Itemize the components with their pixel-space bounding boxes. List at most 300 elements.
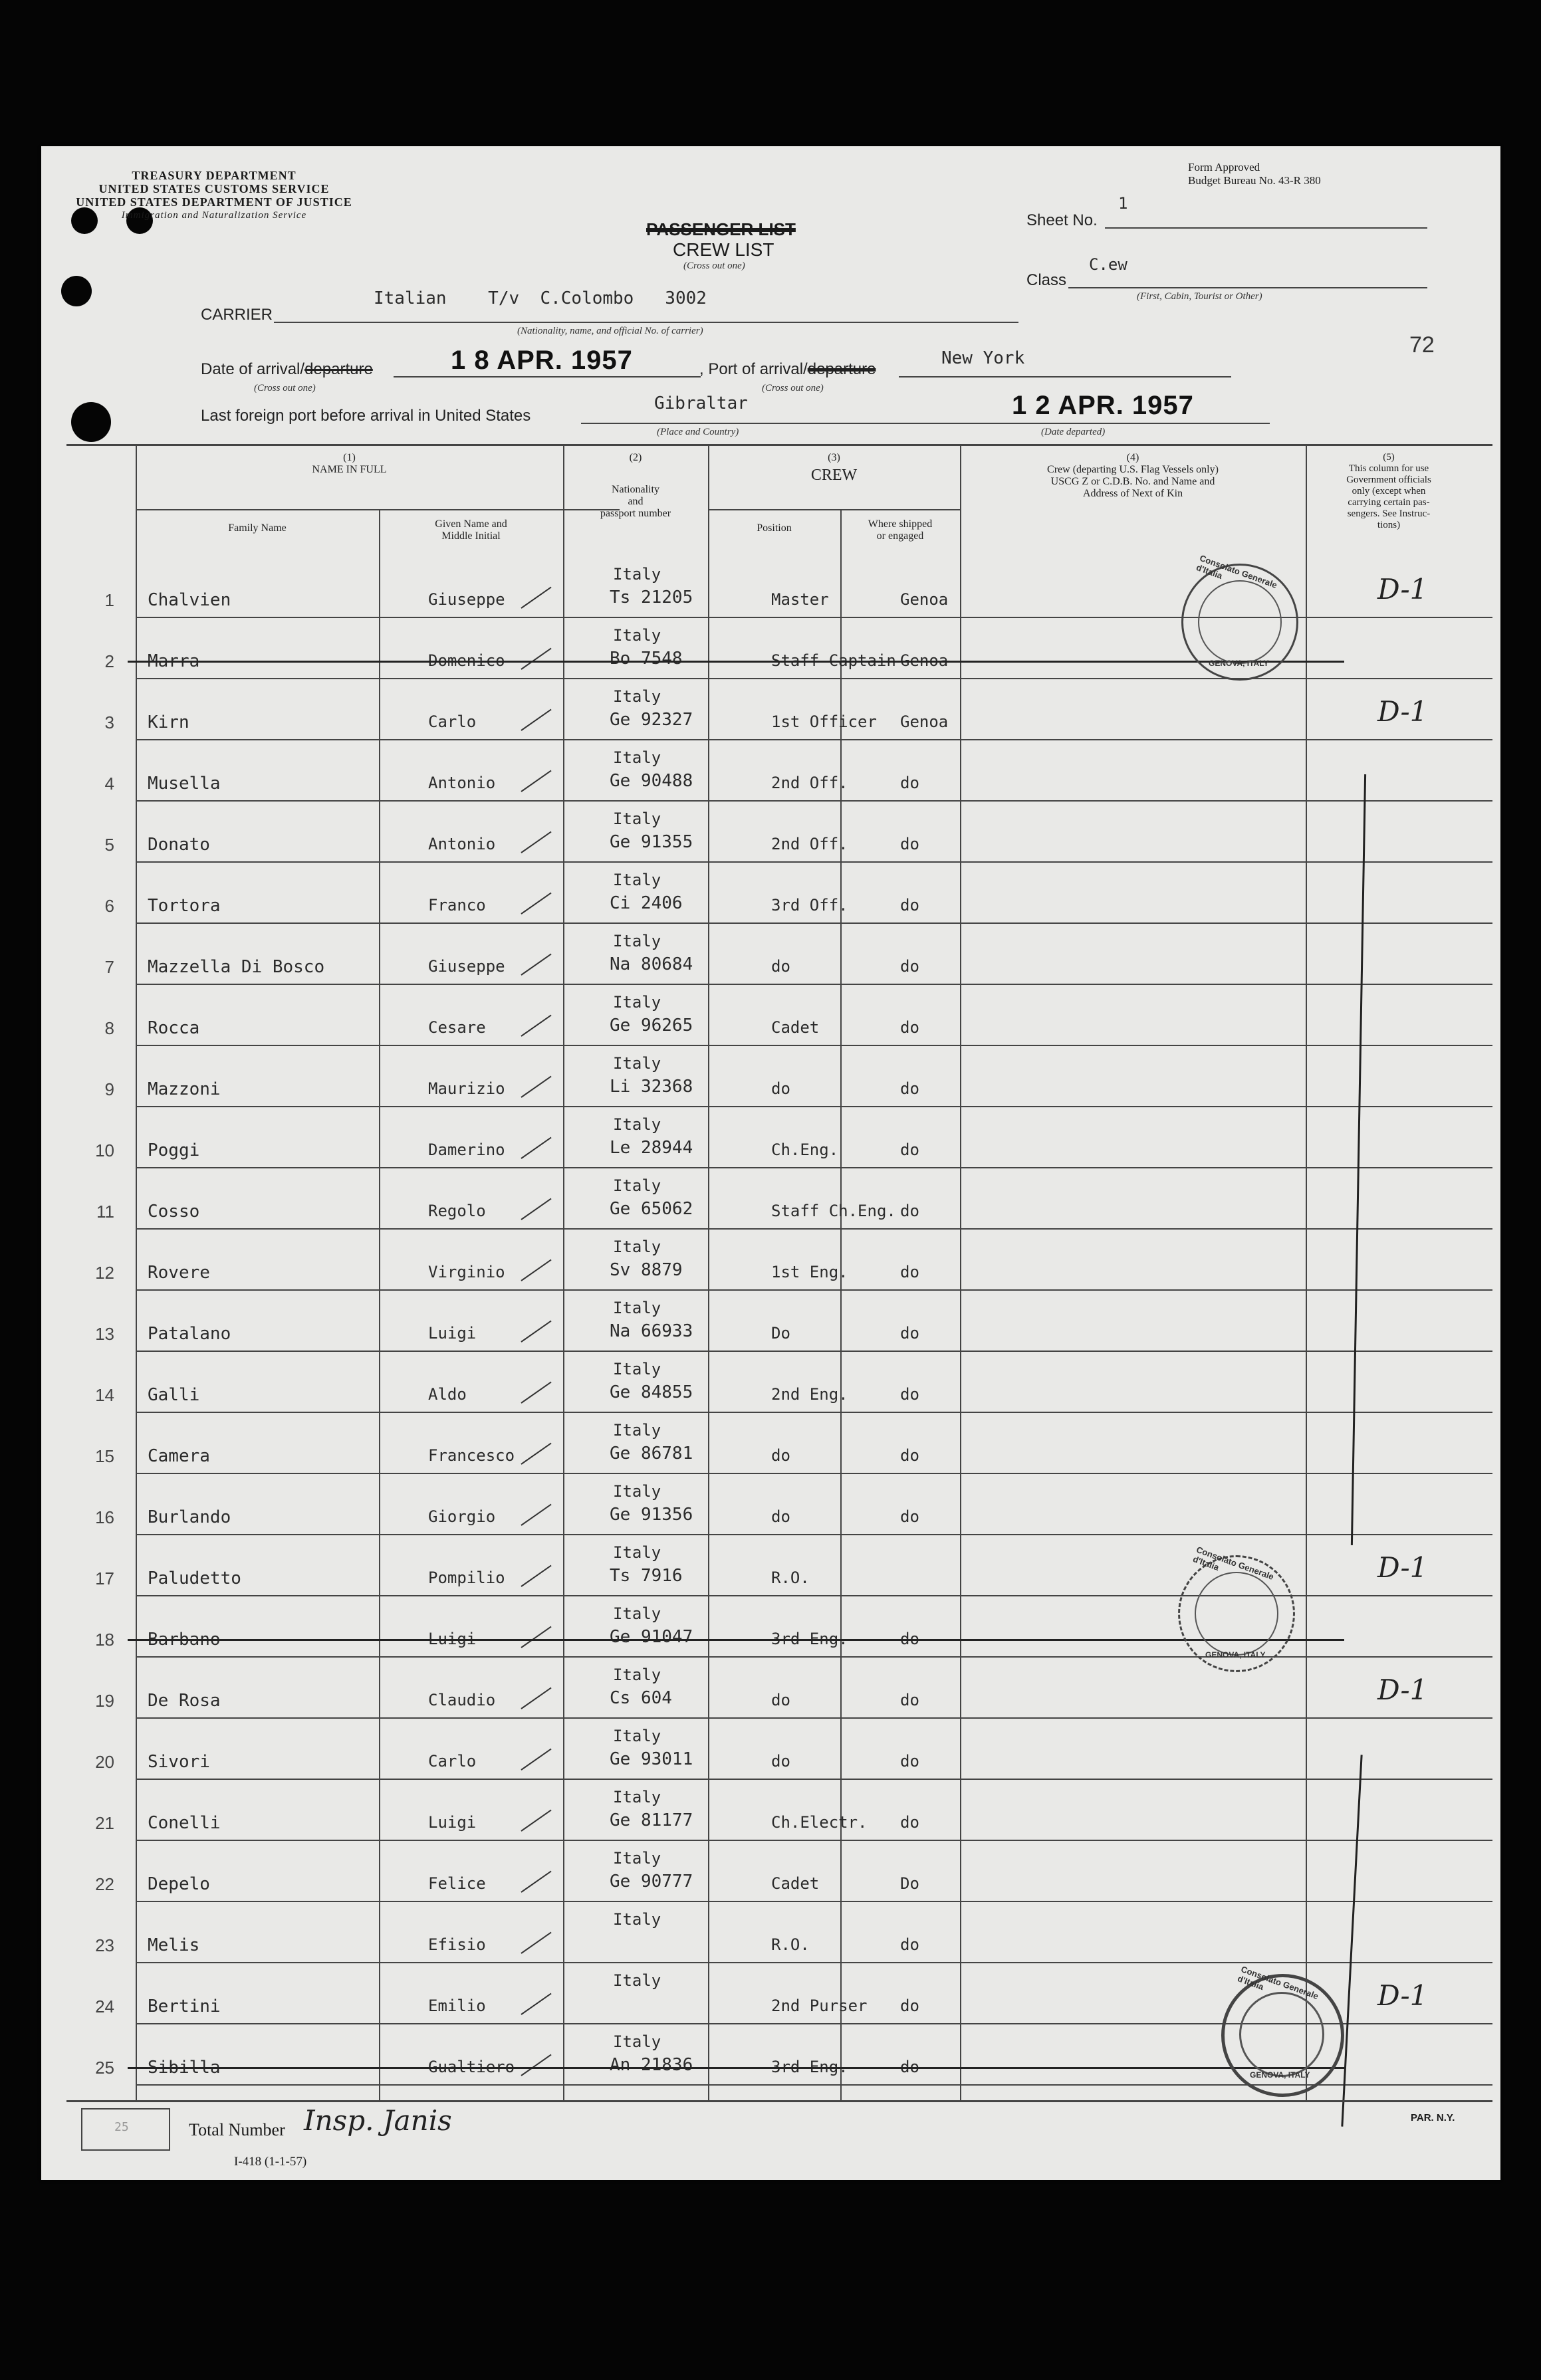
- family-name-cell: Patalano: [148, 1324, 231, 1344]
- row-number: 4: [104, 774, 114, 794]
- check-mark: [521, 770, 551, 792]
- shipped-header-line: or engaged: [876, 530, 924, 542]
- col2-title-line: and: [628, 496, 644, 507]
- nationality-cell: Italy: [613, 871, 661, 889]
- nationality-cell: Italy: [613, 565, 661, 584]
- seal-ring-text: Consolato Generale d'Italia: [1191, 1544, 1276, 1582]
- nationality-cell: Italy: [613, 2032, 661, 2051]
- given-name-cell: Virginio: [428, 1263, 505, 1281]
- row-divider: [136, 1901, 1492, 1902]
- page-number: 72: [1409, 332, 1435, 358]
- given-name-cell: Emilio: [428, 1997, 486, 2015]
- row-divider: [136, 861, 1492, 863]
- given-name-cell: Luigi: [428, 1813, 477, 1832]
- seal-ring-text: Consolato Generale d'Italia: [1236, 1964, 1320, 2002]
- given-name-cell: Pompilio: [428, 1569, 505, 1587]
- row-number: 6: [104, 896, 114, 916]
- check-mark: [521, 954, 551, 976]
- class-value: C.ew: [1089, 255, 1127, 274]
- passport-cell: Le 28944: [610, 1138, 693, 1158]
- last-port-label: Last foreign port before arrival in United States: [201, 407, 531, 425]
- row-divider: [136, 1962, 1492, 1963]
- nationality-cell: Italy: [613, 748, 661, 767]
- passport-cell: Ge 91355: [610, 832, 693, 852]
- seal-city-text: GENOVA, ITALY: [1250, 2070, 1310, 2080]
- row-number: 8: [104, 1018, 114, 1038]
- shipped-cell: do: [900, 1446, 919, 1465]
- passport-cell: Ge 86781: [610, 1444, 693, 1463]
- passport-cell: Ge 91047: [610, 1627, 693, 1647]
- row-number: 19: [95, 1691, 114, 1711]
- passport-cell: Ts 21205: [610, 588, 693, 607]
- sheet-value: 1: [1118, 194, 1128, 213]
- family-name-cell: Sivori: [148, 1752, 210, 1772]
- position-cell: R.O.: [771, 1569, 810, 1587]
- col4-header: [960, 452, 1306, 500]
- nationality-cell: Italy: [613, 932, 661, 950]
- row-number: 11: [96, 1202, 114, 1222]
- col4-title-line: Address of Next of Kin: [1082, 488, 1183, 499]
- check-mark: [521, 1137, 551, 1159]
- given-name-cell: Antonio: [428, 835, 496, 853]
- cross-out-hint: (Cross out one): [683, 261, 745, 271]
- col5-title-line: carrying certain pas-: [1348, 497, 1430, 508]
- check-mark: [521, 1259, 551, 1281]
- seal-city-text: GENOVA, ITALY: [1205, 1650, 1266, 1660]
- last-port-value: Gibraltar: [654, 393, 748, 413]
- nationality-cell: Italy: [613, 1176, 661, 1195]
- shipped-cell: Genoa: [900, 712, 949, 731]
- family-name-cell: Marra: [148, 651, 200, 671]
- row-divider: [136, 1289, 1492, 1291]
- row-divider: [136, 1473, 1492, 1474]
- col5-header: [1306, 452, 1472, 531]
- given-name-cell: Franco: [428, 896, 486, 915]
- row-number: 23: [95, 1935, 114, 1955]
- crew-list-title: CREW LIST: [673, 239, 774, 260]
- port-label-text: , Port of arrival/: [699, 360, 808, 378]
- row-divider: [136, 1534, 1492, 1535]
- shipped-cell: do: [900, 1691, 919, 1709]
- row-divider: [136, 1045, 1492, 1046]
- row-divider: [136, 922, 1492, 924]
- shipped-cell: Do: [900, 1874, 919, 1893]
- form-approved-line: Form Approved: [1188, 161, 1260, 173]
- shipped-cell: do: [900, 1997, 919, 2015]
- row-number: 9: [104, 1079, 114, 1099]
- passport-cell: Cs 604: [610, 1688, 672, 1708]
- row-divider: [136, 1779, 1492, 1780]
- position-cell: do: [771, 1691, 790, 1709]
- family-name-cell: Galli: [148, 1385, 200, 1405]
- given-name-cell: Luigi: [428, 1324, 477, 1343]
- family-name-cell: Rocca: [148, 1018, 200, 1038]
- passport-cell: Na 66933: [610, 1321, 693, 1341]
- position-cell: Staff Captain: [771, 651, 896, 670]
- row-divider: [136, 739, 1492, 740]
- col5-title-line: sengers. See Instruc-: [1347, 508, 1431, 519]
- check-mark: [521, 1810, 551, 1832]
- sheet-label: Sheet No.: [1026, 211, 1098, 229]
- check-mark: [521, 1687, 551, 1709]
- given-name-cell: Francesco: [428, 1446, 515, 1465]
- arrival-date: 1 8 APR. 1957: [451, 346, 633, 375]
- shipped-cell: do: [900, 1202, 919, 1220]
- shipped-cell: do: [900, 1813, 919, 1832]
- position-cell: 1st Eng.: [771, 1263, 848, 1281]
- family-name-cell: Chalvien: [148, 590, 231, 610]
- col3-num: (3): [828, 452, 840, 463]
- passport-cell: Ge 91356: [610, 1505, 693, 1525]
- check-mark: [521, 1871, 551, 1893]
- row-number: 25: [95, 2058, 114, 2078]
- row-number: 14: [95, 1385, 114, 1405]
- nationality-cell: Italy: [613, 1910, 661, 1929]
- position-cell: 1st Officer: [771, 712, 877, 731]
- check-mark: [521, 1626, 551, 1648]
- check-mark: [521, 893, 551, 915]
- shipped-cell: do: [900, 1385, 919, 1404]
- col3-title: CREW: [810, 467, 858, 484]
- row-divider: [136, 1351, 1492, 1352]
- check-mark: [521, 831, 551, 853]
- given-name-cell: Damerino: [428, 1140, 505, 1159]
- nationality-cell: Italy: [613, 626, 661, 645]
- row-number: 15: [95, 1446, 114, 1466]
- row-number: 12: [95, 1263, 114, 1283]
- family-name-cell: Paludetto: [148, 1569, 241, 1588]
- shipped-cell: do: [900, 1079, 919, 1098]
- family-name-cell: Sibilla: [148, 2058, 221, 2078]
- official-mark: D-1: [1377, 1674, 1428, 1706]
- row-number: 7: [104, 957, 114, 977]
- family-name-cell: Mazzella Di Bosco: [148, 957, 325, 977]
- shipped-cell: do: [900, 1630, 919, 1648]
- dept-line: Immigration and Naturalization Service: [121, 210, 307, 221]
- shipped-cell: do: [900, 2058, 919, 2076]
- row-number: 3: [104, 712, 114, 732]
- position-cell: 2nd Eng.: [771, 1385, 848, 1404]
- family-name-cell: Kirn: [148, 712, 189, 732]
- row-number: 10: [95, 1140, 114, 1160]
- check-mark: [521, 1565, 551, 1587]
- row-number: 21: [95, 1813, 114, 1833]
- family-name-cell: Conelli: [148, 1813, 221, 1833]
- departure-struck: departure: [304, 360, 373, 378]
- check-mark: [521, 1443, 551, 1465]
- position-cell: R.O.: [771, 1935, 810, 1954]
- punch-hole: [61, 276, 92, 306]
- family-name-cell: Melis: [148, 1935, 200, 1955]
- class-label: Class: [1026, 271, 1067, 289]
- arrival-hint: (Cross out one): [254, 383, 316, 393]
- position-cell: do: [771, 1079, 790, 1098]
- passport-cell: Bo 7548: [610, 649, 683, 669]
- nationality-cell: Italy: [613, 1543, 661, 1562]
- nationality-cell: Italy: [613, 1849, 661, 1868]
- passport-cell: Ge 90777: [610, 1872, 693, 1892]
- position-cell: do: [771, 1446, 790, 1465]
- passport-cell: Sv 8879: [610, 1260, 683, 1280]
- nationality-cell: Italy: [613, 1299, 661, 1317]
- department-header: [68, 169, 360, 222]
- check-mark: [521, 1993, 551, 2015]
- seal-ring-text: Consolato Generale d'Italia: [1195, 552, 1279, 591]
- row-number: 20: [95, 1752, 114, 1772]
- col4-title-line: Crew (departing U.S. Flag Vessels only): [1047, 464, 1219, 475]
- passport-cell: Ge 84855: [610, 1382, 693, 1402]
- check-mark: [521, 1932, 551, 1954]
- row-number: 22: [95, 1874, 114, 1894]
- check-mark: [521, 1382, 551, 1404]
- position-cell: Staff Ch.Eng.: [771, 1202, 896, 1220]
- nationality-cell: Italy: [613, 810, 661, 828]
- shipped-cell: Genoa: [900, 590, 949, 609]
- strike-through-line: [128, 2067, 1344, 2069]
- crew-list-form: [41, 146, 1500, 2180]
- nationality-cell: Italy: [613, 1360, 661, 1378]
- consular-seal: [1181, 552, 1298, 681]
- dept-line: TREASURY DEPARTMENT: [132, 169, 296, 182]
- col3-header: [708, 452, 960, 484]
- family-name-cell: Tortora: [148, 896, 221, 916]
- shipped-cell: do: [900, 1324, 919, 1343]
- family-name-cell: Mazzoni: [148, 1079, 221, 1099]
- nationality-cell: Italy: [613, 993, 661, 1012]
- col1-num: (1): [343, 452, 356, 463]
- port-value: New York: [941, 348, 1025, 368]
- consular-seal: [1221, 1964, 1344, 2097]
- official-mark: D-1: [1377, 1979, 1428, 2012]
- given-header-line: Middle Initial: [441, 530, 501, 542]
- given-name-cell: Maurizio: [428, 1079, 505, 1098]
- shipped-cell: do: [900, 835, 919, 853]
- family-name-cell: Bertini: [148, 1997, 221, 2016]
- position-cell: do: [771, 1507, 790, 1526]
- pen-bracket-line: [1351, 774, 1366, 1545]
- col5-title-line: tions): [1377, 520, 1401, 530]
- shipped-cell: do: [900, 1018, 919, 1037]
- position-cell: Do: [771, 1324, 790, 1343]
- nationality-cell: Italy: [613, 1604, 661, 1623]
- row-number: 24: [95, 1997, 114, 2016]
- passport-cell: Ts 7916: [610, 1566, 683, 1586]
- shipped-cell: do: [900, 1140, 919, 1159]
- passport-cell: Ci 2406: [610, 893, 683, 913]
- position-header: Position: [757, 522, 792, 534]
- passport-cell: An 21836: [610, 2055, 693, 2075]
- given-name-cell: Carlo: [428, 712, 477, 731]
- check-mark: [521, 648, 551, 670]
- nationality-cell: Italy: [613, 1666, 661, 1684]
- given-name-cell: Cesare: [428, 1018, 486, 1037]
- col2-header: [563, 452, 708, 520]
- passport-cell: Ge 81177: [610, 1810, 693, 1830]
- check-mark: [521, 1015, 551, 1037]
- port-label: [699, 360, 876, 379]
- consular-seal: [1178, 1544, 1295, 1672]
- strike-through-line: [128, 661, 1344, 663]
- check-mark: [521, 587, 551, 609]
- family-name-cell: Donato: [148, 835, 210, 855]
- row-divider: [136, 1167, 1492, 1168]
- family-name-cell: Depelo: [148, 1874, 210, 1894]
- position-cell: 3rd Eng.: [771, 1630, 848, 1648]
- family-name-cell: De Rosa: [148, 1691, 221, 1711]
- check-mark: [521, 1321, 551, 1343]
- given-name-cell: Efisio: [428, 1935, 486, 1954]
- col2-title-line: passport number: [600, 508, 671, 519]
- row-number: 18: [95, 1630, 114, 1650]
- family-name-cell: Burlando: [148, 1507, 231, 1527]
- given-name-header: [379, 518, 563, 542]
- official-mark: D-1: [1377, 1551, 1428, 1584]
- position-cell: Ch.Eng.: [771, 1140, 839, 1159]
- given-name-cell: Giuseppe: [428, 957, 505, 976]
- passport-cell: Ge 92327: [610, 710, 693, 730]
- port-struck: departure: [807, 360, 876, 378]
- nationality-cell: Italy: [613, 1482, 661, 1501]
- arrival-label-text: Date of arrival/: [201, 360, 305, 378]
- shipped-cell: do: [900, 774, 919, 792]
- nationality-cell: Italy: [613, 1054, 661, 1073]
- official-mark: D-1: [1377, 573, 1428, 605]
- family-name-cell: Rovere: [148, 1263, 210, 1283]
- nationality-cell: Italy: [613, 1115, 661, 1134]
- col5-title-line: Government officials: [1346, 475, 1431, 485]
- check-mark: [521, 1076, 551, 1098]
- col5-num: (5): [1383, 452, 1395, 463]
- row-number: 1: [104, 590, 114, 610]
- date-departed: 1 2 APR. 1957: [1012, 391, 1194, 420]
- printer-mark: PAR. N.Y.: [1411, 2112, 1455, 2123]
- check-mark: [521, 1198, 551, 1220]
- position-cell: Cadet: [771, 1874, 820, 1893]
- col1-title: NAME IN FULL: [312, 464, 387, 475]
- shipped-cell: do: [900, 1507, 919, 1526]
- row-divider: [136, 1717, 1492, 1719]
- row-divider: [136, 1840, 1492, 1841]
- passport-cell: Na 80684: [610, 954, 693, 974]
- row-number: 13: [95, 1324, 114, 1344]
- total-box-value: 25: [114, 2120, 129, 2134]
- nationality-cell: Italy: [613, 1727, 661, 1745]
- total-box: [81, 2108, 170, 2151]
- given-name-cell: Aldo: [428, 1385, 467, 1404]
- nationality-cell: Italy: [613, 687, 661, 706]
- row-divider: [136, 678, 1492, 679]
- strike-through-line: [128, 1639, 1344, 1641]
- position-cell: 2nd Off.: [771, 835, 848, 853]
- check-mark: [521, 709, 551, 731]
- official-mark: D-1: [1377, 695, 1428, 728]
- nationality-cell: Italy: [613, 1421, 661, 1440]
- position-cell: 2nd Purser: [771, 1997, 868, 2015]
- nationality-cell: Italy: [613, 1971, 661, 1990]
- col1-header: [136, 452, 563, 476]
- given-name-cell: Carlo: [428, 1752, 477, 1771]
- seal-city-text: GENOVA, ITALY: [1209, 659, 1269, 668]
- row-divider: [136, 1656, 1492, 1658]
- shipped-header-line: Where shipped: [868, 518, 933, 530]
- shipped-header: [840, 518, 960, 542]
- passport-cell: Ge 65062: [610, 1199, 693, 1219]
- given-header-line: Given Name and: [435, 518, 507, 530]
- carrier-value: Italian T/v C.Colombo 3002: [374, 288, 707, 308]
- row-divider: [136, 800, 1492, 802]
- col2-title-line: Nationality: [612, 484, 659, 495]
- check-mark: [521, 1749, 551, 1771]
- shipped-cell: do: [900, 957, 919, 976]
- given-name-cell: Giorgio: [428, 1507, 496, 1526]
- nationality-cell: Italy: [613, 1788, 661, 1806]
- row-divider: [136, 1228, 1492, 1230]
- passport-cell: Ge 93011: [610, 1749, 693, 1769]
- shipped-cell: do: [900, 1935, 919, 1954]
- arrival-label: [201, 360, 373, 379]
- family-name-cell: Camera: [148, 1446, 210, 1466]
- row-number: 16: [95, 1507, 114, 1527]
- row-number: 5: [104, 835, 114, 855]
- position-cell: 3rd Off.: [771, 896, 848, 915]
- position-cell: Ch.Electr.: [771, 1813, 868, 1832]
- given-name-cell: Regolo: [428, 1202, 486, 1220]
- given-name-cell: Luigi: [428, 1630, 477, 1648]
- total-label: Total Number: [189, 2120, 285, 2139]
- position-cell: Master: [771, 590, 829, 609]
- col4-num: (4): [1126, 452, 1139, 463]
- passport-cell: Ge 90488: [610, 771, 693, 791]
- shipped-cell: do: [900, 1263, 919, 1281]
- col5-title-line: This column for use: [1348, 463, 1429, 474]
- last-port-hint: (Place and Country): [657, 427, 739, 437]
- col2-num: (2): [629, 452, 642, 463]
- form-approved-line: Budget Bureau No. 43-R 380: [1188, 174, 1321, 187]
- class-hint: (First, Cabin, Tourist or Other): [1137, 291, 1262, 302]
- given-name-cell: Antonio: [428, 774, 496, 792]
- row-divider: [136, 1106, 1492, 1107]
- row-divider: [136, 984, 1492, 985]
- row-number: 17: [95, 1569, 114, 1588]
- passenger-list-struck: PASSENGER LIST: [646, 219, 796, 239]
- given-name-cell: Felice: [428, 1874, 486, 1893]
- col5-title-line: only (except when: [1352, 486, 1426, 496]
- position-cell: 2nd Off.: [771, 774, 848, 792]
- family-name-cell: Musella: [148, 774, 221, 794]
- pen-bracket-line: [1341, 1755, 1362, 2126]
- given-name-cell: Giuseppe: [428, 590, 505, 609]
- row-number: 2: [104, 651, 114, 671]
- dept-line: UNITED STATES CUSTOMS SERVICE: [98, 182, 330, 195]
- position-cell: Cadet: [771, 1018, 820, 1037]
- total-signature: Insp. Janis: [304, 2104, 452, 2137]
- position-cell: do: [771, 957, 790, 976]
- shipped-cell: Genoa: [900, 651, 949, 670]
- carrier-hint: (Nationality, name, and official No. of carrier): [517, 326, 703, 336]
- carrier-label: CARRIER: [201, 306, 273, 324]
- family-name-cell: Poggi: [148, 1140, 200, 1160]
- family-name-cell: Barbano: [148, 1630, 221, 1650]
- passport-cell: Li 32368: [610, 1077, 693, 1097]
- col4-title-line: USCG Z or C.D.B. No. and Name and: [1050, 476, 1215, 487]
- check-mark: [521, 2054, 551, 2076]
- family-name-cell: Cosso: [148, 1202, 200, 1222]
- check-mark: [521, 1504, 551, 1526]
- given-name-cell: Domenico: [428, 651, 505, 670]
- form-approved: [1188, 161, 1321, 187]
- form-number: I-418 (1-1-57): [234, 2155, 307, 2169]
- row-divider: [136, 1412, 1492, 1413]
